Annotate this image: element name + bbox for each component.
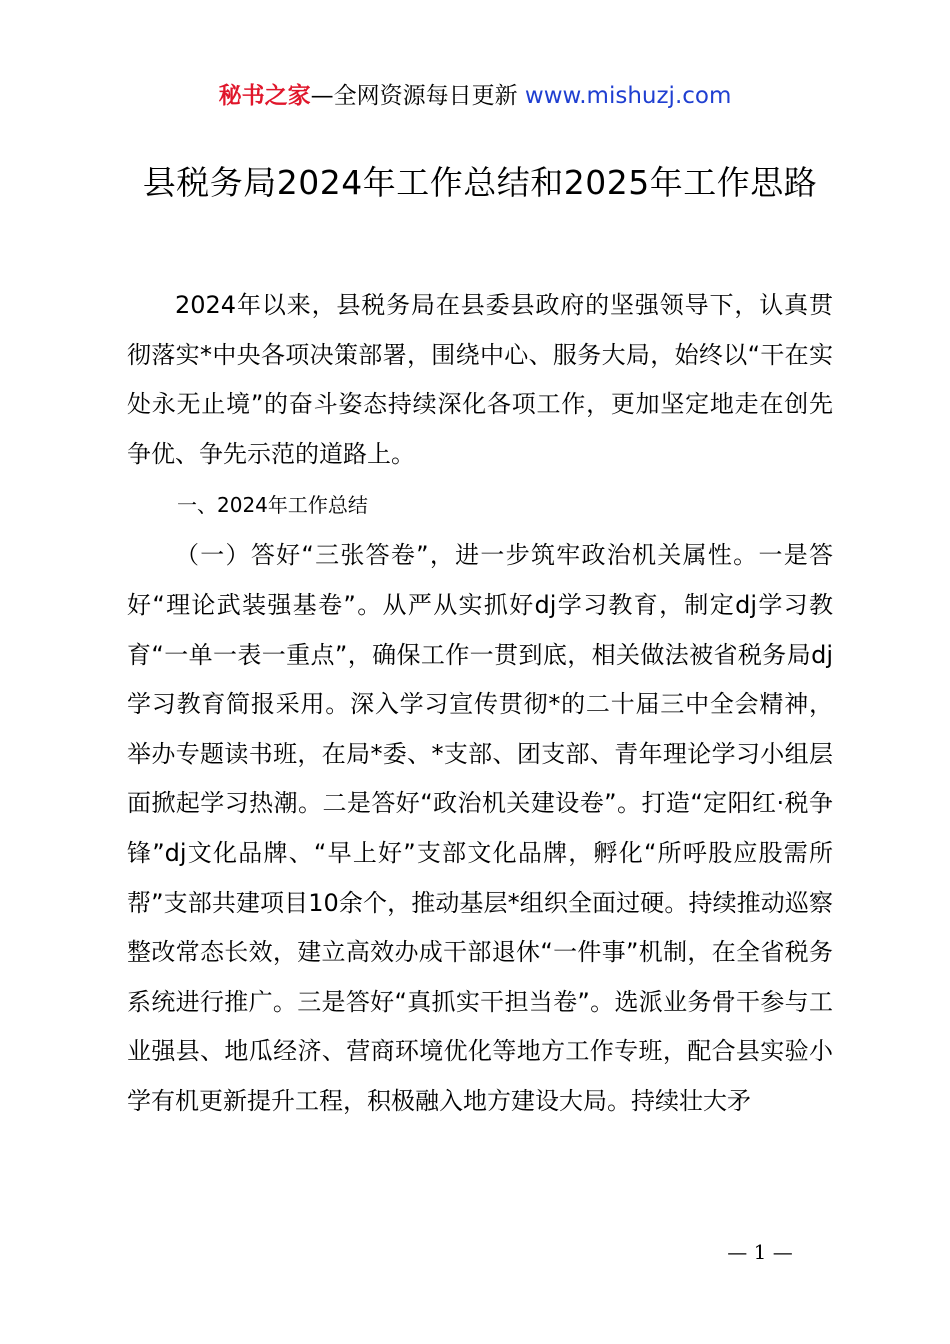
body-paragraph: （一）答好“三张答卷”，进一步筑牢政治机关属性。一是答好“理论武装强基卷”。从严从实抓好dj学习教育，制定dj学习教育“一单一表一重点”，确保工作一贯到底，相关做法被省税务局dj学习教育简报采用。深入学习宣传贯彻*的二十届三中全会精神，举办专题读书班，在局*委、*支部、团支部、青年理论学习小组层面掀起学习热潮。二是答好“政治机关建设卷”。打造“定阳红·税争锋”dj文化品牌、“早上好”支部文化品牌，孵化“所呼股应股需所帮”支部共建项目10余个，推动基层*组织全面过硬。持续推动巡察整改常态长效，建立高效办成干部退休“一件事”机制，在全省税务系统进行推广。三是答好“真抓实干担当卷”。选派业务骨干参与工业强县、地瓜经济、营商环境优化等地方工作专班，配合县实验小学有机更新提升工程，积极融入地方建设大局。持续壮大矛 xyxy=(127,541,833,1115)
section-heading: 一、2024年工作总结 xyxy=(177,493,368,518)
header-tagline: —全网资源每日更新 xyxy=(310,83,525,109)
intro-paragraph: 2024年以来，县税务局在县委县政府的坚强领导下，认真贯彻落实*中央各项决策部署，围绕中心、服务大局，始终以“干在实处永无止境”的奋斗姿态持续深化各项工作，更加坚定地走在创先争优、争先示范的道路上。 xyxy=(127,291,833,468)
site-url-link[interactable]: www.mishuzj.com xyxy=(524,83,732,109)
page-number: — 1 — xyxy=(727,1240,793,1264)
brand-name: 秘书之家 xyxy=(218,83,311,109)
document-body xyxy=(127,281,833,1127)
document-title: 县税务局2024年工作总结和2025年工作思路 xyxy=(142,163,818,202)
site-header xyxy=(0,80,950,112)
